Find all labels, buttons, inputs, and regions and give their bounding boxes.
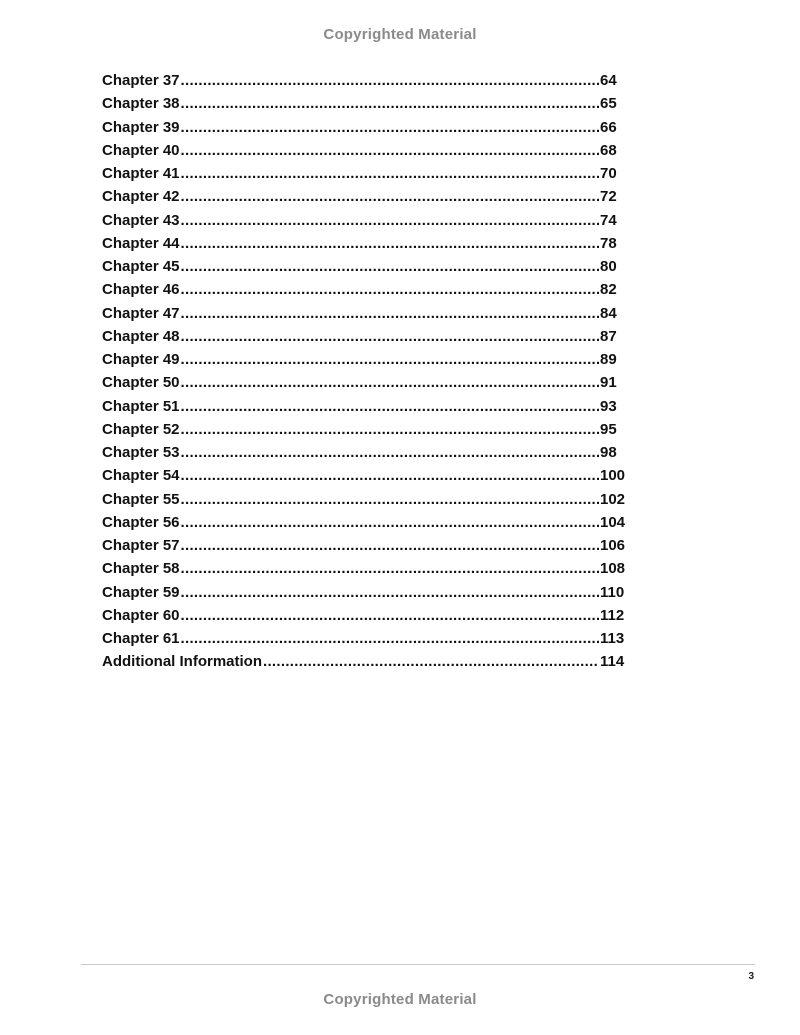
toc-entry[interactable] [102,441,628,464]
toc-entry-title: Chapter 49 [102,351,180,368]
toc-entry[interactable] [102,511,628,534]
toc-entry[interactable] [102,116,628,139]
toc-entry[interactable] [102,278,628,301]
toc-entry-page: 108 [600,560,626,578]
toc-entry-page: 80 [600,258,617,275]
toc-entry[interactable] [102,371,628,394]
toc-entry-page: 72 [600,188,617,206]
toc-dot-leader [181,302,599,325]
toc-entry-page: 110 [600,583,625,601]
toc-dot-leader [181,209,599,232]
toc-entry-page: 98 [600,444,617,461]
toc-dot-leader [181,139,599,162]
toc-entry-page: 95 [600,420,617,438]
toc-entry[interactable] [102,139,628,162]
toc-entry-page: 64 [600,72,617,89]
toc-entry[interactable] [102,348,628,371]
toc-dot-leader [181,418,599,441]
toc-dot-leader [181,604,599,627]
toc-entry[interactable] [102,557,628,580]
toc-entry-title: Chapter 48 [102,327,180,345]
toc-entry-title: Chapter 43 [102,211,180,229]
toc-entry[interactable] [102,302,628,325]
toc-entry-page: 65 [600,95,617,113]
toc-entry-title: Chapter 59 [102,583,180,601]
toc-entry-title: Chapter 56 [102,513,180,531]
toc-entry-title: Chapter 41 [102,165,180,182]
toc-dot-leader [181,395,599,418]
toc-dot-leader [181,162,599,185]
toc-entry[interactable] [102,464,628,487]
toc-dot-leader [181,348,599,371]
toc-entry-page: 84 [600,304,617,322]
toc-entry-title: Chapter 39 [102,118,180,136]
toc-dot-leader [181,534,599,557]
toc-entry[interactable] [102,488,628,511]
toc-entry[interactable] [102,604,628,627]
toc-dot-leader [181,232,599,255]
toc-entry-title: Chapter 51 [102,397,180,415]
toc-entry-title: Chapter 37 [102,72,180,89]
toc-entry[interactable] [102,627,628,650]
copyright-watermark-top: Copyrighted Material [323,26,477,43]
toc-entry[interactable] [102,209,628,232]
toc-dot-leader [181,488,599,511]
toc-entry-page: 114 [600,653,625,671]
toc-entry-title: Chapter 60 [102,606,180,624]
toc-entry[interactable] [102,325,628,348]
toc-entry-page: 74 [600,211,617,229]
toc-entry[interactable] [102,92,628,115]
toc-entry-title: Chapter 61 [102,630,180,647]
toc-dot-leader [181,278,599,301]
toc-entry[interactable] [102,581,628,604]
toc-entry-page: 104 [600,513,626,531]
toc-entry-page: 113 [600,630,625,647]
toc-dot-leader [181,557,599,580]
toc-entry[interactable] [102,395,628,418]
page-number: 3 [748,971,754,982]
toc-entry-title: Chapter 58 [102,560,180,578]
toc-entry[interactable] [102,185,628,208]
toc-entry-title: Chapter 46 [102,281,180,299]
toc-entry-page: 82 [600,281,617,299]
toc-entry-page: 70 [600,165,617,182]
toc-entry-page: 78 [600,234,617,252]
toc-dot-leader [181,441,599,464]
toc-dot-leader [181,116,599,139]
toc-entry[interactable] [102,232,628,255]
toc-entry-title: Chapter 57 [102,537,180,554]
toc-dot-leader [181,255,599,278]
toc-entry-title: Chapter 40 [102,141,180,159]
toc-entry-title: Additional Information [102,653,262,671]
toc-entry-page: 112 [600,606,625,624]
toc-entry-title: Chapter 42 [102,188,180,206]
toc-dot-leader [181,581,599,604]
toc-entry-title: Chapter 44 [102,234,180,252]
toc-entry-page: 89 [600,351,617,368]
copyright-watermark-bottom: Copyrighted Material [323,991,477,1008]
toc-entry-page: 68 [600,141,617,159]
toc-dot-leader [181,92,599,115]
toc-entry-page: 66 [600,118,617,136]
toc-entry-title: Chapter 53 [102,444,180,461]
toc-dot-leader [181,627,599,650]
toc-entry-page: 91 [600,374,617,392]
toc-dot-leader [181,371,599,394]
toc-dot-leader [181,511,599,534]
toc-entry-title: Chapter 38 [102,95,180,113]
toc-dot-leader [181,185,599,208]
toc-entry-title: Chapter 52 [102,420,180,438]
toc-entry-page: 100 [600,467,626,485]
toc-entry-page: 102 [600,490,626,508]
toc-entry-title: Chapter 54 [102,467,180,485]
toc-entry-page: 93 [600,397,617,415]
toc-entry-title: Chapter 55 [102,490,180,508]
toc-entry[interactable] [102,534,628,557]
toc-entry[interactable] [102,255,628,278]
toc-entry[interactable] [102,69,628,92]
toc-entry-title: Chapter 47 [102,304,180,322]
toc-dot-leader [263,650,599,673]
toc-entry-additional-information[interactable] [102,650,628,673]
toc-dot-leader [181,464,599,487]
toc-entry-title: Chapter 45 [102,258,180,275]
toc-entry-title: Chapter 50 [102,374,180,392]
toc-entry-page: 106 [600,537,626,554]
table-of-contents [102,69,628,674]
toc-entry[interactable] [102,162,628,185]
toc-entry-page: 87 [600,327,617,345]
toc-dot-leader [181,69,599,92]
footer-divider [81,964,755,965]
toc-dot-leader [181,325,599,348]
toc-entry[interactable] [102,418,628,441]
